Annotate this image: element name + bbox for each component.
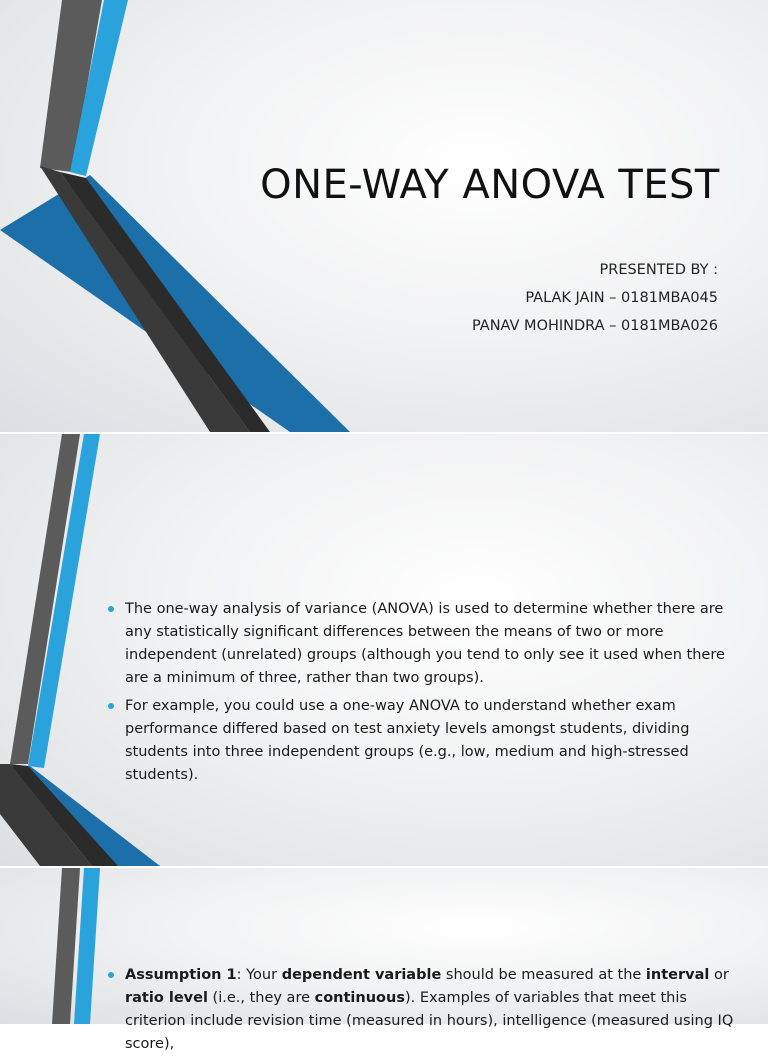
bullet-item: The one-way analysis of variance (ANOVA) is used to determine whether there are any statistically significant differences between the means of two or more independent (unrelated) groups (although you tend to only see it used when there are a minimum of three, rather than two groups). <box>106 598 746 690</box>
bullet-item: For example, you could use a one-way ANOVA to understand whether exam performance differed based on test anxiety levels amongst students, dividing students into three independent groups (e.g., low, medium and high-stressed students). <box>106 695 746 787</box>
presenter-2: PANAV MOHINDRA – 0181MBA026 <box>471 318 718 334</box>
slide-title: ONE-WAY ANOVA TEST <box>260 162 720 208</box>
text: : Your <box>236 967 282 983</box>
assumption-1 <box>106 964 746 1056</box>
assumptions-list <box>106 964 746 1056</box>
bold-term: continuous <box>314 990 405 1006</box>
introduction-bullets <box>106 598 746 792</box>
presenters-block <box>472 256 718 340</box>
bold-term: interval <box>645 967 710 983</box>
presenter-1: PALAK JAIN – 0181MBA045 <box>525 290 718 306</box>
bold-term: ratio level <box>125 990 208 1006</box>
text: (i.e., they are <box>207 990 315 1006</box>
text: or <box>709 967 729 983</box>
text: should be measured at the <box>441 967 646 983</box>
title-slide <box>0 0 768 432</box>
assumption-label: Assumption 1 <box>125 967 237 983</box>
decorative-stripes <box>0 0 360 432</box>
text: ). Examples of variables that meet this criterion include revision time (measured in hours), intelligence (measured using IQ score), <box>125 990 734 1052</box>
presented-by-label: PRESENTED BY : <box>599 262 718 278</box>
decorative-stripes <box>0 868 120 1024</box>
bold-term: dependent variable <box>281 967 442 983</box>
